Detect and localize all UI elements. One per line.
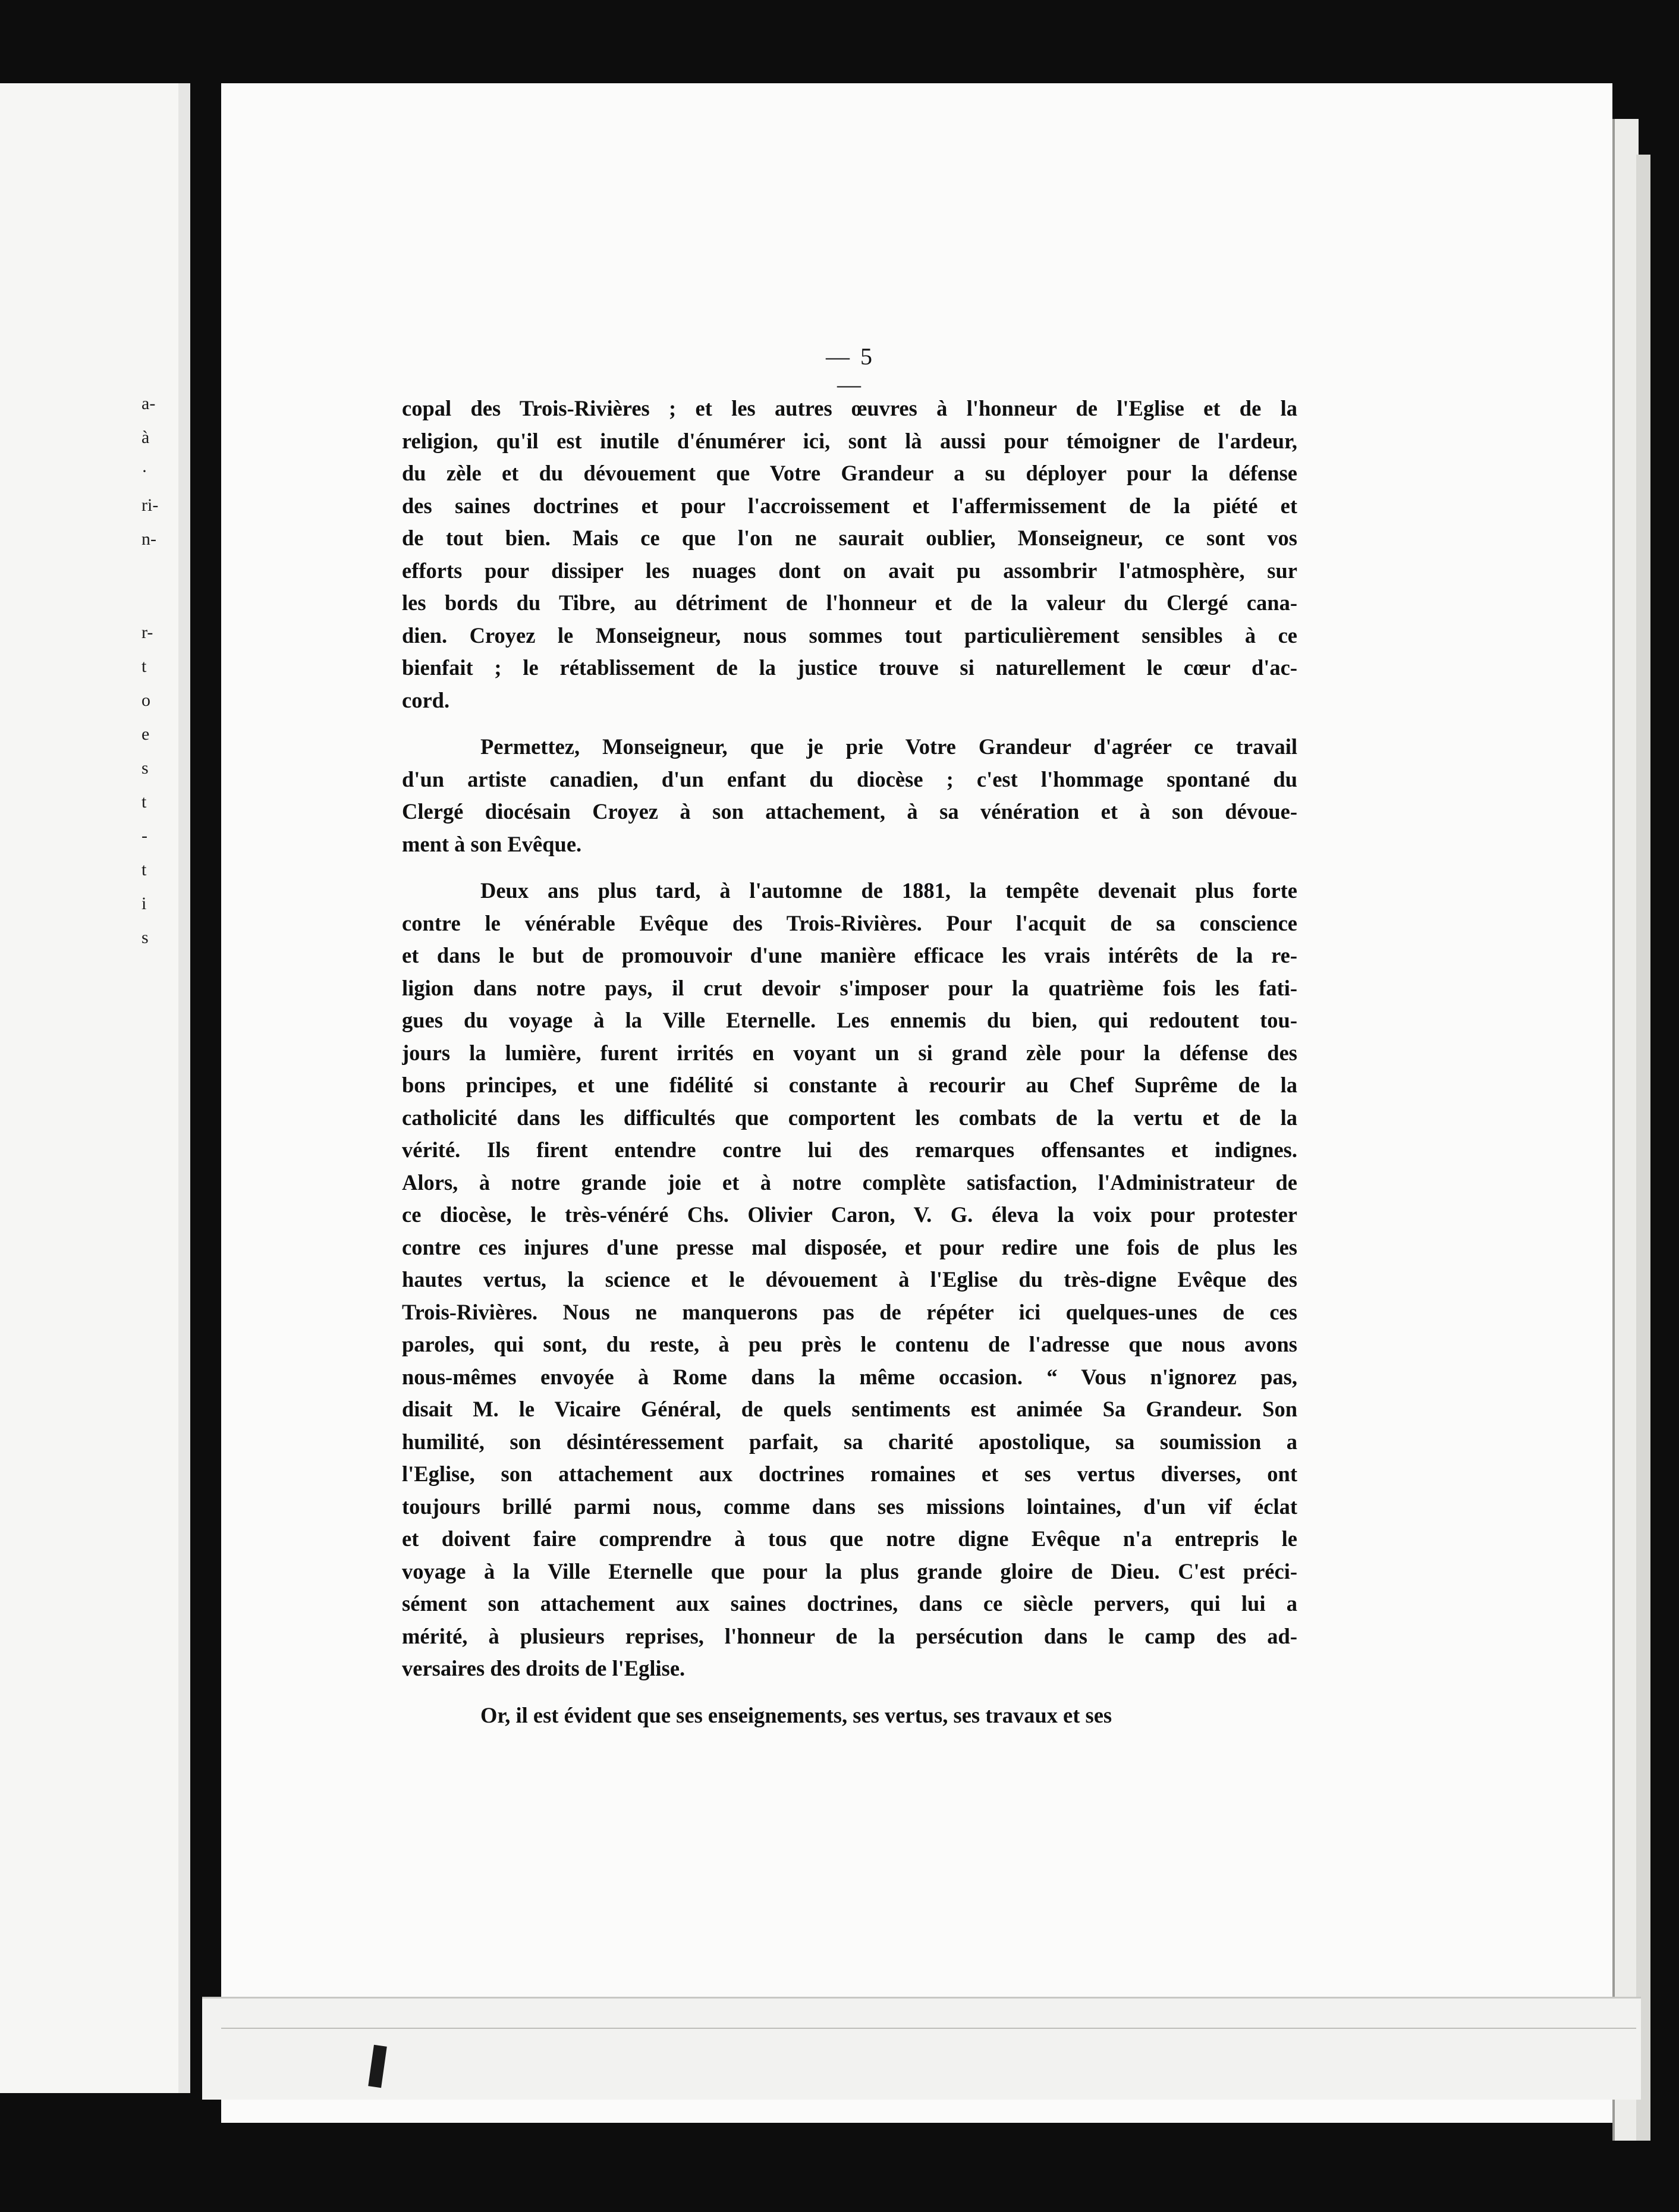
text-line: de tout bien. Mais ce que l'on ne saurait oublier, Monseigneur, ce sont vos (402, 526, 1297, 550)
paragraph-gap (402, 860, 1297, 875)
facing-page-fragment: s (142, 758, 149, 778)
facing-page-fragment: t (142, 792, 147, 812)
text-line: religion, qu'il est inutile d'énumérer ici, sont là aussi pour témoigner de l'ardeur, (402, 428, 1297, 453)
text-line: et dans le but de promouvoir d'une manière efficace les vrais intérêts de la re- (402, 943, 1297, 967)
facing-page-fragment: a- (142, 394, 156, 413)
facing-page-fragment: s (142, 928, 149, 947)
text-line: cord. (402, 687, 450, 712)
text-line: Alors, à notre grande joie et à notre complète satisfaction, l'Administrateur de (402, 1170, 1297, 1195)
paragraph-gap (402, 717, 1297, 731)
text-line: hautes vertus, la science et le dévouement à l'Eglise du très-digne Evêque des (402, 1267, 1297, 1292)
facing-page-text-fragments (142, 387, 177, 954)
text-line: efforts pour dissiper les nuages dont on avait pu assombrir l'atmosphère, sur (402, 558, 1297, 583)
text-line: jours la lumière, furent irrités en voyant un si grand zèle pour la défense des (402, 1040, 1297, 1065)
text-line: voyage à la Ville Eternelle que pour la plus grande gloire de Dieu. C'est préci- (402, 1559, 1297, 1583)
text-line: ce diocèse, le très-vénéré Chs. Olivier Caron, V. G. éleva la voix pour protester (402, 1202, 1297, 1227)
text-line: Clergé diocésain Croyez à son attachement, à sa vénération et à son dévoue- (402, 799, 1297, 824)
facing-page-fragment: à (142, 428, 150, 447)
text-line: du zèle et du dévouement que Votre Grandeur a su déployer pour la défense (402, 461, 1297, 485)
facing-page-fragment: ri- (142, 495, 159, 515)
text-line: copal des Trois-Rivières ; et les autres œuvres à l'honneur de l'Eglise et de la (402, 396, 1297, 420)
text-line: bons principes, et une fidélité si constante à recourir au Chef Suprême de la (402, 1073, 1297, 1097)
text-line: humilité, son désintéressement parfait, sa charité apostolique, sa soumission a (402, 1429, 1297, 1454)
paragraph-gap (402, 1685, 1297, 1699)
facing-page-fragment: t (142, 656, 147, 676)
text-line: dien. Croyez le Monseigneur, nous sommes tout particulièrement sensibles à ce (402, 623, 1297, 648)
text-line: ment à son Evêque. (402, 831, 582, 856)
page-bottom-line (221, 2028, 1636, 2029)
text-line: contre le vénérable Evêque des Trois-Rivières. Pour l'acquit de sa conscience (402, 910, 1297, 935)
facing-page-fragment: r- (142, 623, 153, 642)
text-line: bienfait ; le rétablissement de la justice trouve si naturellement le cœur d'ac- (402, 655, 1297, 680)
text-line: versaires des droits de l'Eglise. (402, 1656, 686, 1680)
text-line: vérité. Ils firent entendre contre lui des remarques offensantes et indignes. (402, 1138, 1297, 1162)
text-line: catholicité dans les difficultés que comportent les combats de la vertu et de la (402, 1105, 1297, 1130)
text-line: sément son attachement aux saines doctrines, dans ce siècle pervers, qui lui a (402, 1591, 1297, 1616)
page-gutter (178, 83, 190, 2093)
fragment-gap (142, 556, 177, 615)
text-line: les bords du Tibre, au détriment de l'honneur et de la valeur du Clergé cana- (402, 590, 1297, 615)
text-line: d'un artiste canadien, d'un enfant du diocèse ; c'est l'hommage spontané du (402, 766, 1297, 791)
facing-page-fragment: t (142, 860, 147, 879)
text-line: contre ces injures d'une presse mal disposée, et pour redire une fois de plus les (402, 1234, 1297, 1259)
text-line: ligion dans notre pays, il crut devoir s'imposer pour la quatrième fois les fati- (402, 975, 1297, 1000)
facing-page-fragment: · (142, 461, 147, 481)
text-line: paroles, qui sont, du reste, à peu près le contenu de l'adresse que nous avons (402, 1332, 1297, 1356)
facing-page-fragment: o (142, 690, 150, 710)
text-line: nous-mêmes envoyée à Rome dans la même occasion. “ Vous n'ignorez pas, (402, 1364, 1297, 1389)
text-line: Or, il est évident que ses enseignements, ses vertus, ses travaux et ses (480, 1702, 1112, 1727)
facing-page-fragment: i (142, 894, 147, 913)
text-line: mérité, à plusieurs reprises, l'honneur de la persécution dans le camp des ad- (402, 1623, 1297, 1648)
page-stack-edge-back (1636, 155, 1650, 2141)
page-number: — 5 — (826, 343, 875, 398)
text-line: et doivent faire comprendre à tous que notre digne Evêque n'a entrepris le (402, 1526, 1297, 1551)
facing-page-edge (0, 83, 182, 2093)
text-line: des saines doctrines et pour l'accroissement et l'affermissement de la piété et (402, 493, 1297, 518)
text-line: Deux ans plus tard, à l'automne de 1881, la tempête devenait plus forte (480, 878, 1297, 903)
facing-page-fragment: n- (142, 529, 156, 549)
page-stack-edge (1612, 119, 1639, 2141)
facing-page-fragment: - (142, 826, 147, 846)
text-line: disait M. le Vicaire Général, de quels sentiments est animée Sa Grandeur. Son (402, 1397, 1297, 1421)
text-line: toujours brillé parmi nous, comme dans ses missions lointaines, d'un vif éclat (402, 1494, 1297, 1519)
body-text (402, 392, 1297, 1732)
facing-page-fragment: e (142, 724, 150, 744)
text-line: Permettez, Monseigneur, que je prie Votre Grandeur d'agréer ce travail (480, 734, 1297, 759)
text-line: l'Eglise, son attachement aux doctrines romaines et ses vertus diverses, ont (402, 1462, 1297, 1486)
text-line: gues du voyage à la Ville Eternelle. Les ennemis du bien, qui redoutent tou- (402, 1008, 1297, 1032)
page-bottom-edge (202, 1997, 1641, 2100)
text-line: Trois-Rivières. Nous ne manquerons pas de répéter ici quelques-unes de ces (402, 1299, 1297, 1324)
